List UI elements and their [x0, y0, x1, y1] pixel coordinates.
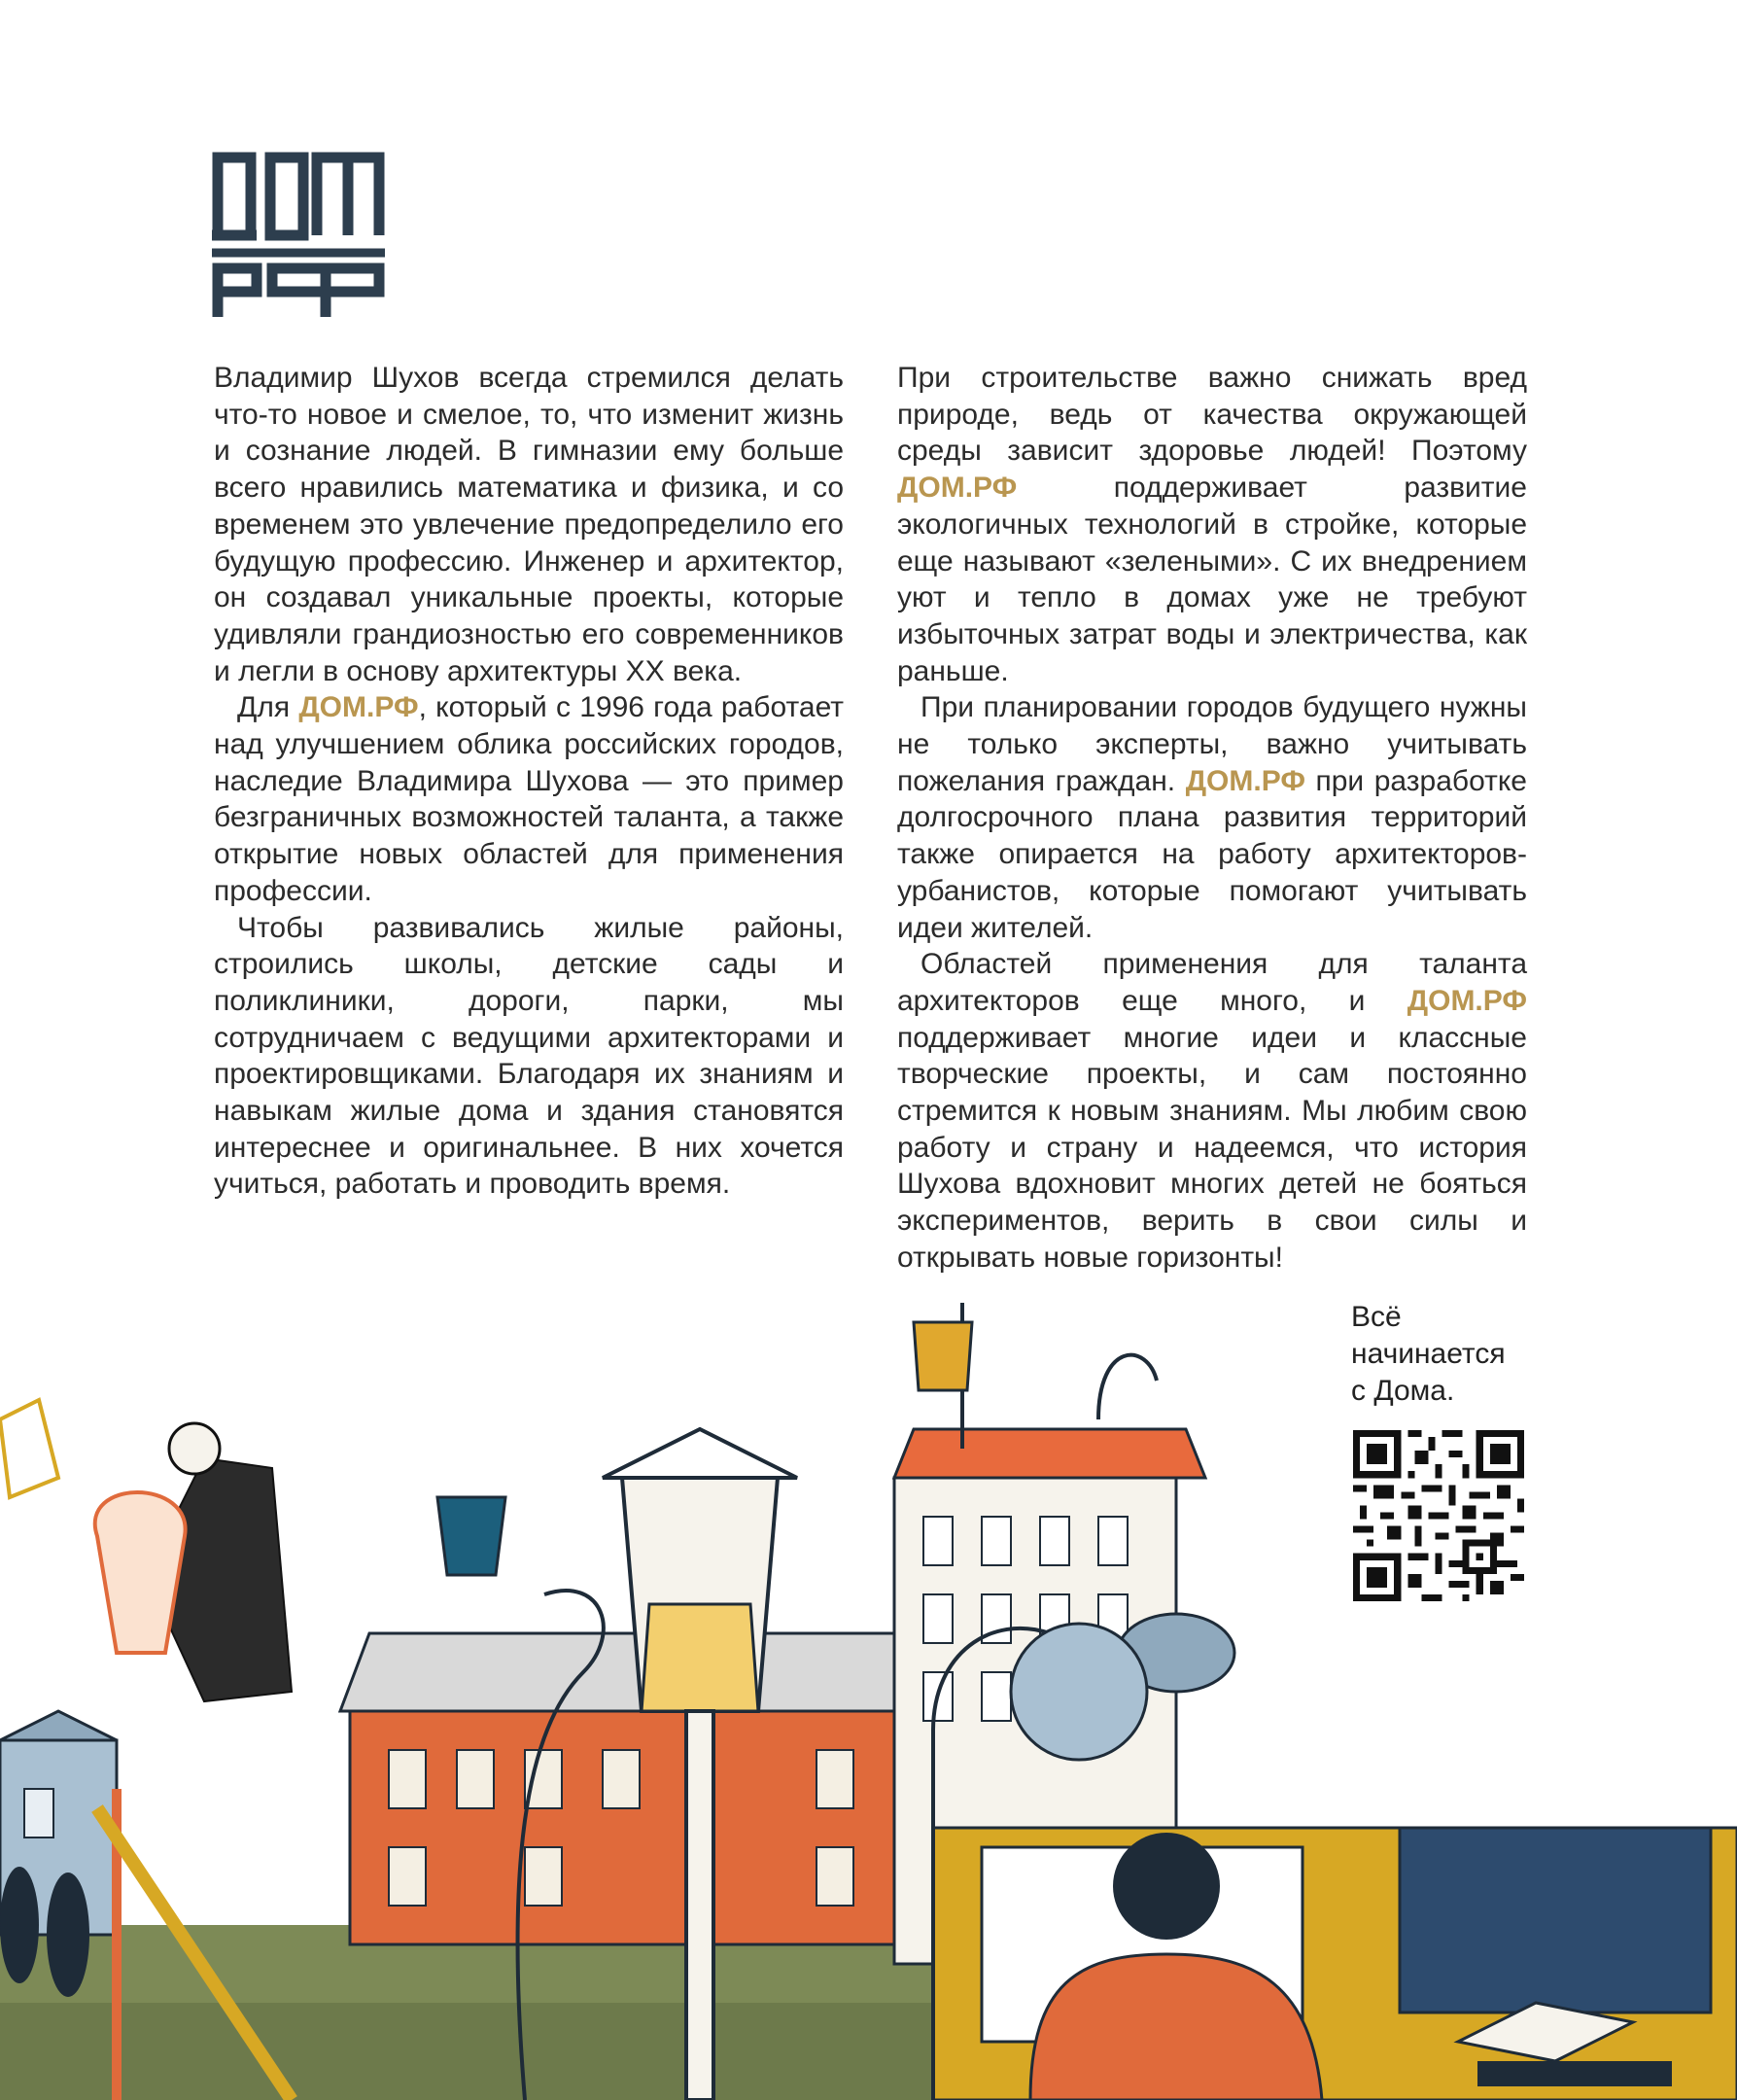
- paragraph-text: поддерживает многие идеи и классные творческие проекты, и сам постоянно стремится к новым знаниям. Мы любим свою работу и страну и надеемся, что история Шухова вдохновит многих детей не бояться экспериментов, верить в свои силы и открывать новые горизонты!: [897, 1021, 1527, 1274]
- left-paragraph-2: [214, 689, 844, 909]
- right-text-column: [897, 360, 1527, 1277]
- left-paragraph-3: [214, 910, 844, 1204]
- paragraph-text: При планировании городов будущего нужны не только эксперты, важно учитывать пожелания граждан.: [897, 691, 1527, 797]
- right-paragraph-3: [897, 946, 1527, 1276]
- right-paragraph-1: [897, 360, 1527, 689]
- brand-name: ДОМ.РФ: [298, 691, 419, 724]
- paragraph-text: , который с 1996 года работает над улучшением облика российских городов, наследие Владимира Шухова — это пример безграничных возможностей таланта, а также открытие новых областей для применения профессии.: [214, 691, 845, 907]
- paragraph-text: Владимир Шухов всегда стремился делать что-то новое и смелое, то, что изменит жизнь и сознание людей. В гимназии ему больше всего нравились математика и физика, и со временем это увлечение предопределило его будущую профессию. Инженер и архитектор, он создавал уникальные проекты, которые удивляли грандиозностью его современников и легли в основу архитектуры XX века.: [214, 362, 844, 687]
- right-paragraph-2: [897, 689, 1527, 946]
- paragraph-text: Чтобы развивались жилые районы, строились школы, детские сады и поликлиники, дороги, парки, мы сотрудничаем с ведущими архитекторами и проектировщиками. Благодаря их знаниям и навыкам жилые дома и здания становятся интереснее и оригинальнее. В них хочется учиться, работать и проводить время.: [214, 911, 844, 1201]
- paragraph-text: При строительстве важно снижать вред природе, ведь от качества окружающей среды зависит здоровье людей! Поэтому: [897, 362, 1527, 468]
- paragraph-text: при разработке долгосрочного плана развития территорий также опирается на работу архитекторов-урбанистов, которые помогают учитывать идеи жителей.: [897, 764, 1527, 944]
- left-text-column: [214, 360, 844, 1203]
- brand-name: ДОМ.РФ: [897, 472, 1018, 505]
- dom-rf-logo: [212, 144, 385, 317]
- paragraph-text: поддерживает развитие экологичных технологий в стройке, которые еще называют «зелеными». С их внедрением уют и тепло в домах уже не требуют избыточных затрат воды и электричества, как раньше.: [897, 472, 1527, 687]
- slogan-line-3: с Дома.: [1351, 1375, 1455, 1407]
- dom-rf-logo-icon: [212, 144, 385, 317]
- slogan: [1351, 1299, 1506, 1410]
- slogan-line-1: Всё: [1351, 1301, 1402, 1333]
- left-paragraph-1: [214, 360, 844, 689]
- slogan-line-2: начинается: [1351, 1338, 1506, 1370]
- brand-name: ДОМ.РФ: [1185, 764, 1305, 797]
- qr-code-icon[interactable]: [1353, 1430, 1524, 1601]
- paragraph-text: Для: [237, 691, 299, 724]
- brand-name: ДОМ.РФ: [1407, 984, 1527, 1017]
- paragraph-text: Областей применения для таланта архитекторов еще много, и: [897, 948, 1527, 1017]
